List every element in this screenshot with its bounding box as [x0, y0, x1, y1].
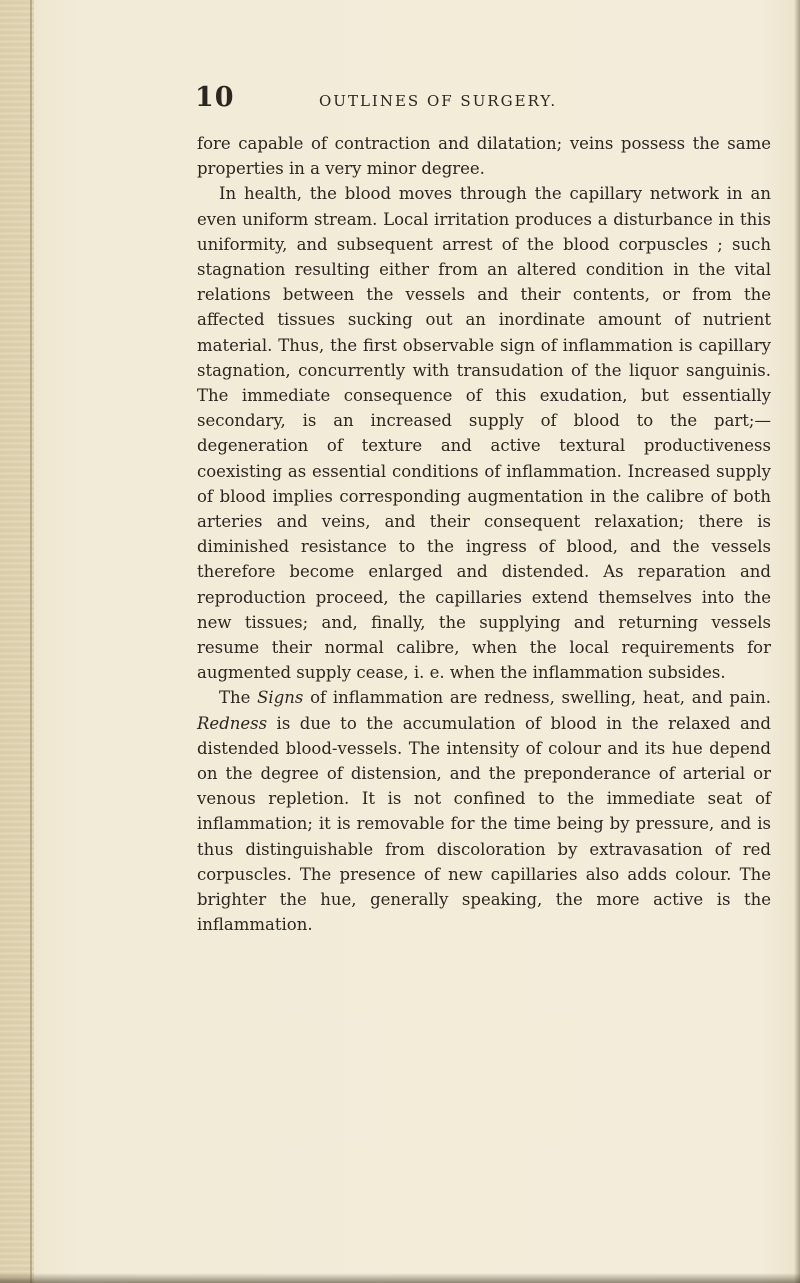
- page-binding-shadow: [0, 0, 34, 1283]
- page-right-edge: [794, 0, 800, 1283]
- redness-emphasis: Redness: [197, 713, 268, 733]
- paragraph-3-text-3: is due to the accumulation of blood in the relaxed and distended blood-vessels. The intensity of colour and its hue depend on the degree of distension, and the preponderance of arterial or venous repletion. It is not confined to the immediate seat of inflammation; it is removable for the time being by pressure, and is thus distinguishable from discoloration by extravasation of red corpuscles. The presence of new capillaries also adds colour. The brighter the hue, generally speaking, the more active is the inflammation.: [197, 713, 771, 935]
- paragraph-3-text-1: The: [219, 688, 258, 708]
- body-text: [197, 131, 771, 938]
- paragraph-1: fore capable of contraction and dilatation; veins possess the same properties in a very minor degree.: [197, 134, 771, 179]
- paragraph-3: [197, 685, 771, 937]
- paragraph-3-text-2: of inflammation are redness, swelling, heat, and pain.: [303, 688, 771, 708]
- signs-emphasis: Signs: [257, 688, 304, 708]
- page-number: 10: [195, 82, 235, 113]
- running-head: OUTLINES OF SURGERY.: [319, 92, 558, 110]
- page-bottom-edge: [0, 1273, 800, 1283]
- page-header: [195, 82, 755, 116]
- page-gutter-line: [30, 0, 32, 1283]
- paragraph-2: In health, the blood moves through the capillary network in an even uniform stream. Local irritation produces a disturbance in this uniformity, and subsequent arrest of the blood corpuscles ; such stagnation resulting either from an altered condition in the vital relations between the vessels and their contents, or from the affected tissues sucking out an inordinate amount of nutrient material. Thus, the first observable sign of inflammation is capillary stagnation, concurrently with transudation of the liquor sanguinis. The immediate consequence of this exudation, but essentially secondary, is an increased supply of blood to the part;—degeneration of texture and active textural productiveness coexisting as essential conditions of inflammation. Increased supply of blood implies corresponding augmentation in the calibre of both arteries and veins, and their consequent relaxation; there is diminished resistance to the ingress of blood, and the vessels therefore become enlarged and distended. As reparation and reproduction proceed, the capillaries extend themselves into the new tissues; and, finally, the supplying and returning vessels resume their normal calibre, when the local requirements for augmented supply cease, i. e. when the inflammation subsides.: [197, 184, 771, 683]
